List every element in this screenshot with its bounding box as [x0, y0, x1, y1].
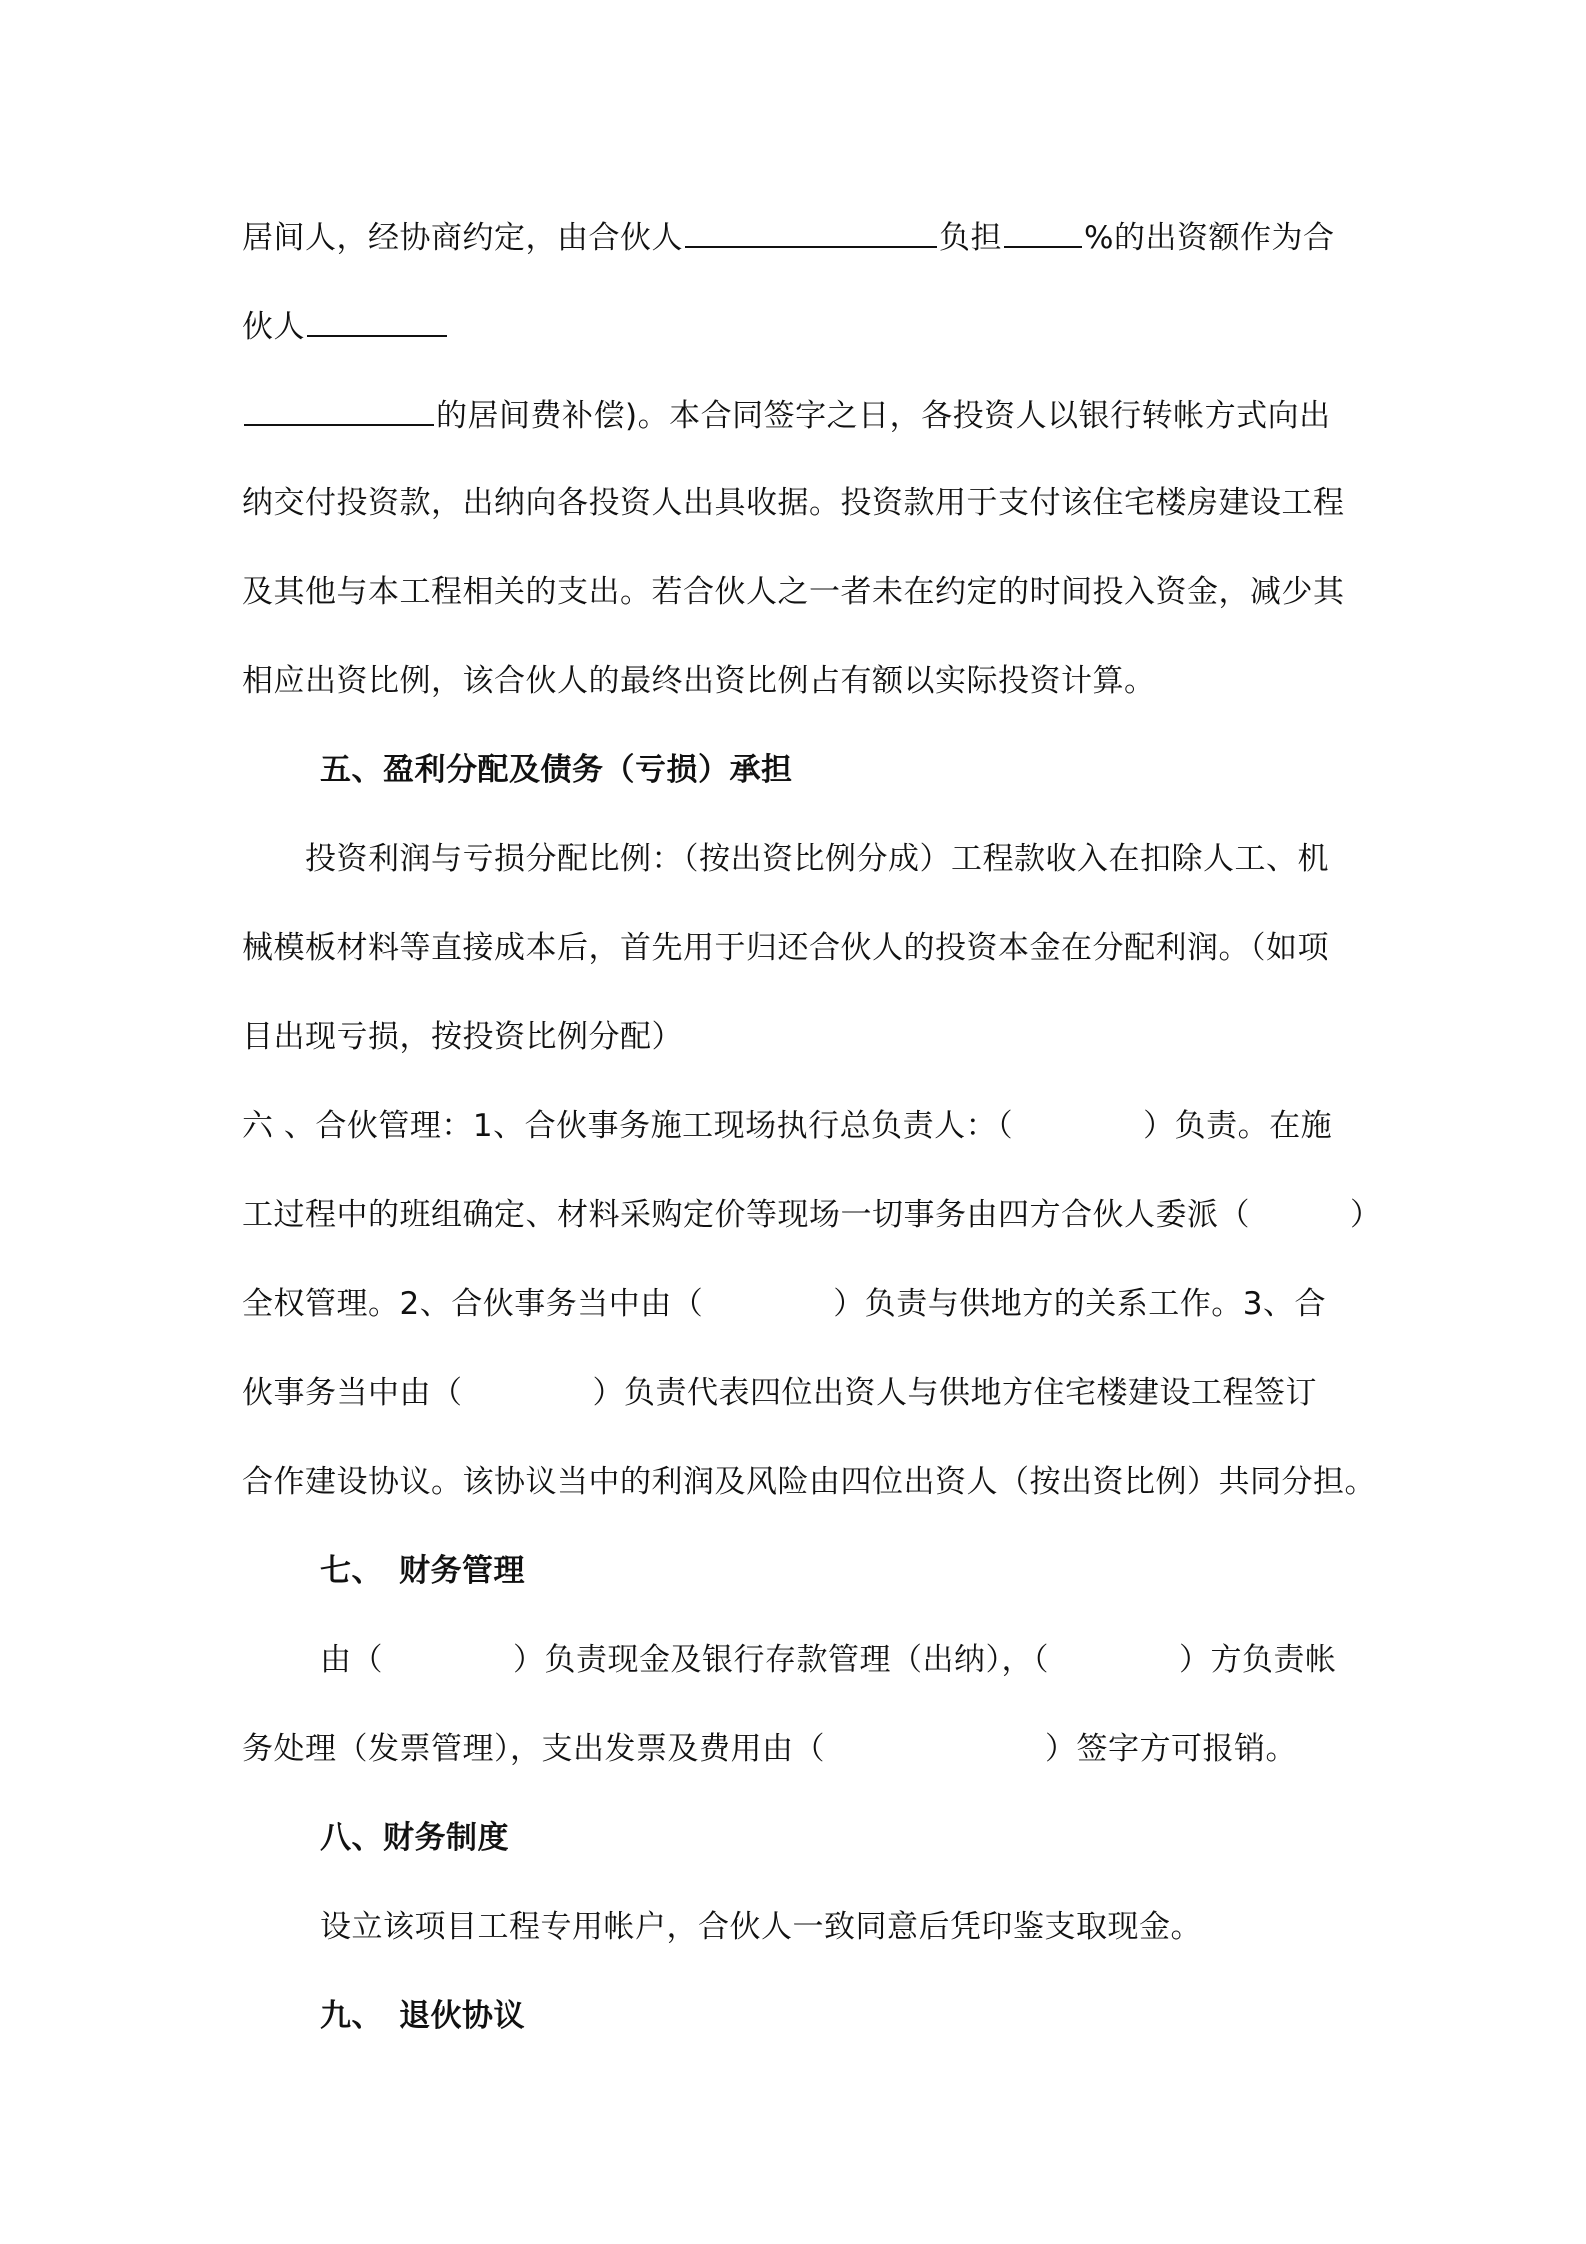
text-line — [242, 305, 449, 347]
text-segment: 伙人 — [242, 309, 305, 345]
text-segment: ）负责。在施 — [1143, 1108, 1333, 1144]
text-line: 合作建设协议。该协议当中的利润及风险由四位出资人（按出资比例）共同分担。 — [242, 1464, 1376, 1500]
text-segment: ）负责代表四位出资人与供地方住宅楼建设工程签订 — [592, 1375, 1317, 1411]
text-line: 及其他与本工程相关的支出。若合伙人之一者未在约定的时间投入资金，减少其 — [242, 574, 1345, 610]
fill-blank — [685, 216, 937, 248]
text-segment: 负担 — [939, 220, 1002, 256]
text-line: 相应出资比例，该合伙人的最终出资比例占有额以实际投资计算。 — [242, 663, 1156, 699]
text-segment: 全权管理。2、合伙事务当中由（ — [242, 1286, 704, 1322]
text-line — [242, 394, 1331, 436]
text-line: 械模板材料等直接成本后，首先用于归还合伙人的投资本金在分配利润。（如项 — [242, 930, 1329, 966]
text-line — [242, 1729, 1297, 1769]
text-line — [320, 1640, 1337, 1680]
text-segment: %的出资额作为合 — [1084, 220, 1335, 256]
text-segment: 六 、合伙管理：1、合伙事务施工现场执行总负责人：（ — [242, 1108, 1014, 1144]
section-heading-8: 八、财务制度 — [320, 1820, 509, 1856]
text-segment: 务处理（发票管理），支出发票及费用由（ — [242, 1731, 825, 1767]
text-segment: 的居间费补偿)。本合同签字之日，各投资人以银行转帐方式向出 — [436, 398, 1331, 434]
text-segment: 由（ — [320, 1642, 383, 1678]
text-line: 纳交付投资款，出纳向各投资人出具收据。投资款用于支付该住宅楼房建设工程 — [242, 485, 1345, 521]
text-line — [242, 216, 1334, 258]
fill-blank — [244, 394, 434, 426]
text-line — [242, 1106, 1332, 1146]
text-segment: ）签字方可报销。 — [1045, 1731, 1297, 1767]
text-line: 目出现亏损，按投资比例分配） — [242, 1019, 683, 1055]
fill-blank — [1004, 216, 1082, 248]
text-segment: 工过程中的班组确定、材料采购定价等现场一切事务由四方合伙人委派（ — [242, 1197, 1250, 1233]
text-segment: ） — [1350, 1197, 1382, 1233]
text-line: 投资利润与亏损分配比例：（按出资比例分成）工程款收入在扣除人工、机 — [305, 841, 1329, 877]
section-heading-5: 五、盈利分配及债务（亏损）承担 — [320, 752, 793, 788]
text-line — [242, 1284, 1326, 1324]
text-segment: 居间人，经协商约定，由合伙人 — [242, 220, 683, 256]
text-line: 设立该项目工程专用帐户，合伙人一致同意后凭印鉴支取现金。 — [320, 1909, 1202, 1945]
fill-blank — [307, 305, 447, 337]
text-segment: ）负责与供地方的关系工作。3、合 — [833, 1286, 1326, 1322]
text-segment: 伙事务当中由（ — [242, 1375, 463, 1411]
text-segment: ）方负责帐 — [1179, 1642, 1337, 1678]
text-line — [242, 1195, 1382, 1235]
section-heading-9: 九、 退伙协议 — [320, 1998, 525, 2034]
section-heading-7: 七、 财务管理 — [320, 1553, 525, 1589]
text-segment: ）负责现金及银行存款管理（出纳），（ — [513, 1642, 1049, 1678]
text-line — [242, 1373, 1317, 1413]
